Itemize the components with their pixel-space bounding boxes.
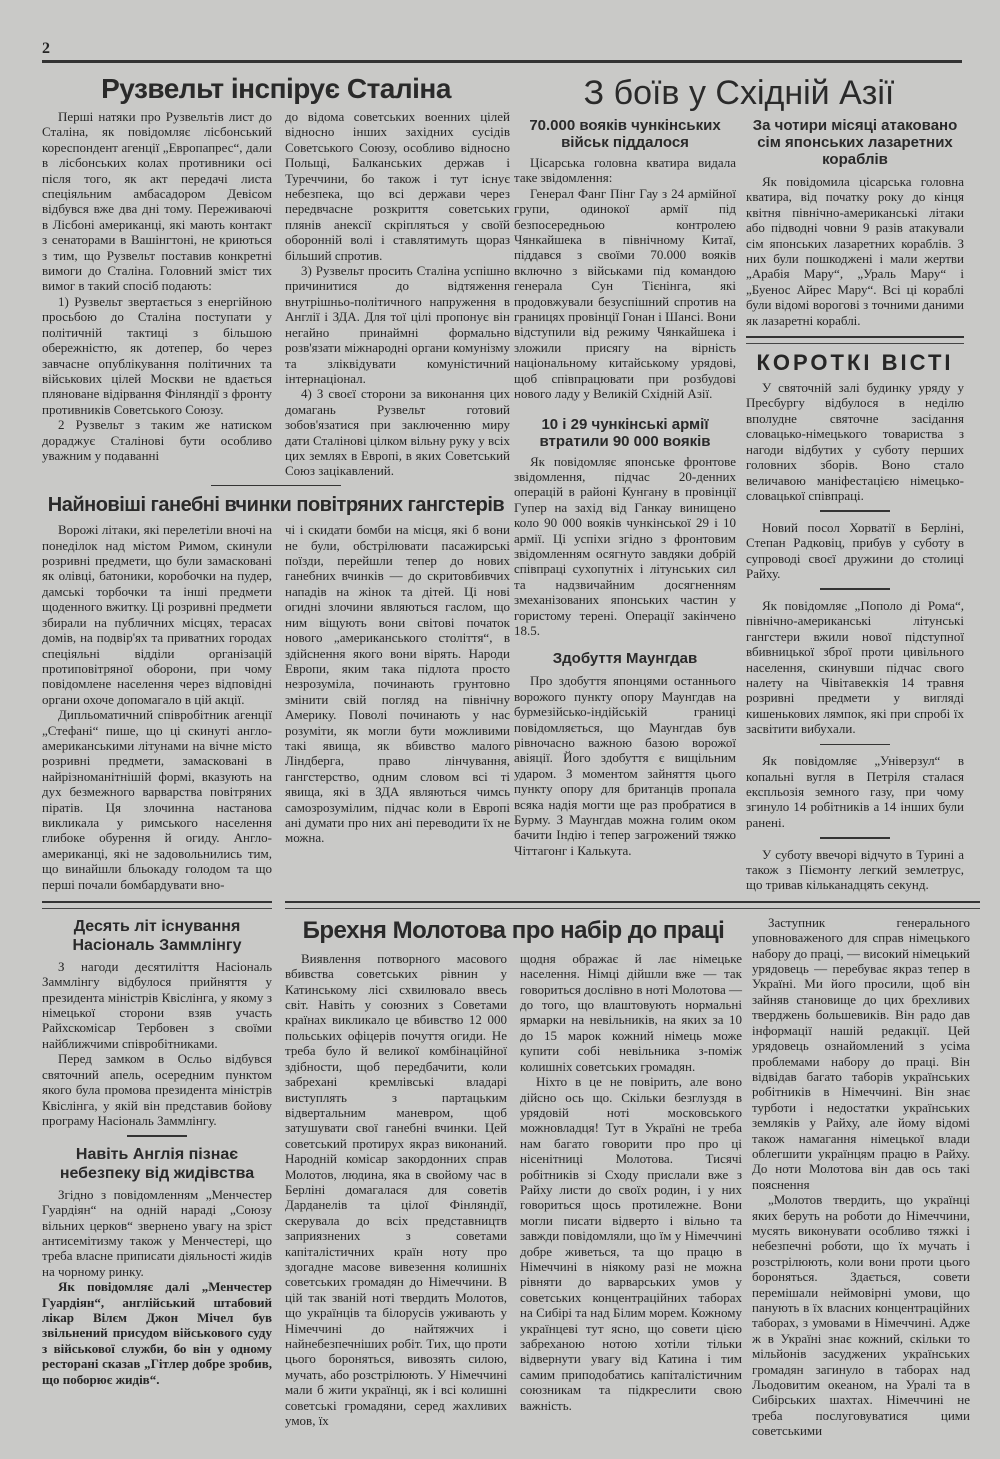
roosevelt-col1 <box>42 109 272 463</box>
news-item: Як повідомляє „Універзул“ в копальні вугля в Петріля сталася експльозія земного газу, при чому згинуло 14 робітників а 14 інших були ранені. <box>746 753 964 830</box>
paragraph: Цісарська головна кватира видала таке звідомлення: <box>514 155 736 186</box>
paragraph: Заступник генерального уповноваженого для справ німецького набору до праці, — високий німецький урядовець — перебуває якраз тепер в Україні. Ми його просили, щоб він зайняв становище до цих брехливих тверджень большевиків. Він радо дав інформації нашій редакції. Цей урядовець ознайомлений з усіма проблемами набору до праці. Він відвідав багато таборів українських робітників в Німеччині. Він знає турботи і недостатки українських земляків у Райху, але йому відомі також намагання німецької влади облегшити українцям працю в Райху. До ноти Молотова він дав ось такі пояснення <box>752 914 970 1192</box>
divider <box>746 336 964 344</box>
paragraph: Дипльоматичний співробітник агенції „Стефані“ пише, що ці скинуті англо-американськими літунами на вічне місто розривні предмети, замасковані в найрізноманітнішій формі, вказують на дух безмежного варварства повітряних піратів. Ця злочинна настанова викликала у римського населення глибоке обурення й огиду. Англо-американці, які не задовольнились тим, що винайшли бльокаду голодом та що перші почали бомбардувати вно- <box>42 707 272 892</box>
paragraph: 2 Рузвельт з таким же натиском дораджує Сталінові бути особливо уважним у подаванні <box>42 417 272 463</box>
header-rule <box>42 60 962 63</box>
roosevelt-col2 <box>285 109 510 479</box>
paragraph: Ніхто в це не повірить, але воно дійсно ось що. Скільки безглуздя в урядовій ноті московського можновладця! Тут в Україні не треба нам багато говорити про про ці нісенітниці Молотова. Тисячі робітників зі Сходу прислали вже з Райху листи до своїх родин, і у них говориться щось протилежне. Вони могли писати відверто і вільно та завжди повідомляли, що їм у Німеччині добре живеться, та що працю в Німеччині в ніякому разі не можна рівняти до варварських умов у советських концентраційних таборах на Сибірі та над Білим морем. Кожному українцеві тут ясно, що совети цією забреханою нотою хотіли тільки відвернути увагу від Катина і тим самим приподобатись капіталістичним союзникам та підкреслити свою важність. <box>520 1074 742 1413</box>
roosevelt-columns <box>42 109 510 479</box>
article-headline: За чотири місяці атаковано сім японських лазаретних кораблів <box>752 117 958 168</box>
right-block <box>514 71 964 893</box>
paragraph: Виявлення потворного масового вбивства советських рівнин у Катинському лісі схвилювало ввесь світ. Навіть у союзних з Советами країнах викликало це вбивство 12 000 польських офіцерів почуття огиди. Не треба було й великої комбінаційної здібности, щоб передбачити, коли забрехані кремлівські владарі виступлять з партацьким відвертальним маневром, щоб затушувати свої ганебні вчинки. Цей советський протирух якраз виконаний. Народній комісар закордонних справ Молотов, людина, яка в свойому час в Берліні домагалася для советів Дарданелів та цілої Фінляндії, скерувала до всіх представництв заприязнених з советами капіталістичних країн ноту про здогадне масове вивезення колишніх советських громадян до Німеччини. В цій так званій ноті твердить Молотов, що українців та білорусів уживають у Німеччині до найтяжчих і найнебезпечніших робіт. Тих, що проти цього бороняться, вивозять силою, мучать, або розстрілюють. У Німеччині мали б жити українці, як і всі колишні советські громадяни, серед жахливих умов, їх <box>285 950 507 1429</box>
east-asia-headline: З боїв у Східній Азії <box>583 74 895 112</box>
paragraph: чі і скидати бомби на місця, які б вони не були, обстрілювати пасажирські поїзди, перейшли тепер до нових ганебних вчинків — до скритовбивчих нападів на жінок та дітей. Ці нові огидні злочини являються гаслом, що ним віщують вони світові початок нового „американського століття“, в здійснення якого вони вірять. Народи Европи, яким така підлота просто незрозуміла, починають грунтовно змінити свій погляд на північну Америку. Поволі починають у нас розуміти, як могли бути можливими такі явища, як вбивство малого Ліндберга, право лінчування, гангстерство, одним словом всі ті явища, які в ЗДА являються чимсь самозрозумілим, підчас коли в Европі ані думати про них ані переводити їх не можна. <box>285 522 510 846</box>
paragraph: З нагоди десятиліття Насіональ Заммлінгу відбулося прийняття у президента міністрів Квіслінга, у якому з німецької сторони взяв участь Райхскомісар Тербовен з своїми найближчими співробітниками. <box>42 958 272 1051</box>
divider <box>820 588 890 590</box>
gangsters-col2 <box>285 522 510 846</box>
article-headline: Десять літ існування Насіональ Заммлінгу <box>72 917 242 954</box>
paragraph: до відома советських военних цілей відносно інших західних сусідів Советського Союзу, особливо відносно Польщі, Балканських держав і Туреччини, бо також і тут існує небезпека, що всі держави через передвчасне розкриття советських плянів анексії скріпляться у своїй оборонній волі і ставлятимуть щораз більший спротив. <box>285 109 510 263</box>
molotov-article <box>285 915 742 1429</box>
article-headline: Здобуття Маунгдав <box>552 650 698 668</box>
molotov-headline: Брехня Молотова про набір до праці <box>302 916 725 944</box>
page-number: 2 <box>42 40 50 57</box>
divider <box>285 901 980 909</box>
paragraph: 4) З своєї сторони за виконання цих домагань Рузвельт готовий зобов'язатися при заключенню миру дати Сталінові цілком вільну руку у всіх цих землях в Европі, в яких Советський Союз зацікавлений. <box>285 386 510 479</box>
divider <box>127 1135 187 1137</box>
paragraph: щодня ображає й лає німецьке населення. Німці дійшли вже — так говориться дослівно в ноті Молотова — до того, що влаштовують нормальні ярмарки на невільників, на яких за 10 до 15 марок кожний німець може купити собі невільника з-поміж колишніх советських громадян. <box>520 950 742 1074</box>
molotov-col1 <box>285 951 507 1429</box>
gangsters-col1 <box>42 522 272 892</box>
paragraph: Як повідомляє японське фронтове звідомлення, підчас 20-денних операцій в районі Кунгану в провінції Гупер на захід від Ганкау винищено коло 90 000 вояків чункінської 29 і 10 армії. Ці успіхи згідно з фронтовим звідомленням осягнуто завдяки добрій співпраці сухопутніх і літунських сил та надзвичайним досягненням змеханізованих японських частин у гористому терені. Операції закінчено 18.5. <box>514 453 736 638</box>
short-news-headline: КОРОТКІ ВІСТІ <box>756 350 954 376</box>
paragraph: Як повідомляє далі „Менчестер Гуардіян“, англійський штабовий лікар Вілєм Джон Мічел був звільнений присудом військового суду з військової служби, бо він у одному ресторані сказав „Гітлер добре зробив, що поборює жидів“. <box>42 1279 272 1387</box>
east-asia-col4 <box>746 117 964 893</box>
paragraph: Перед замком в Осльо відбувся святочний апель, осередним пунктом якого була промова президента міністрів Квіслінга, у якій він представив бойову програму Насіональ Заммлінгу. <box>42 1051 272 1128</box>
top-region <box>42 71 962 893</box>
paragraph: Як повідомила цісарська головна кватира, від початку року до кінця квітня північно-американські літаки або підводні човни 9 разів атакували сім японських лазаретних кораблів. З них були пошкоджені і мали жертви „Арабія Мару“, „Ураль Мару“ і „Буенос Айрес Мару“. Всі ці кораблі були відомі ворогові з точними даними як лазаретні кораблі. <box>746 174 964 328</box>
roosevelt-headline: Рузвельт інспірує Сталіна <box>101 73 451 104</box>
left-block <box>42 71 510 892</box>
article-headline: 70.000 вояків чункінських військ піддалося <box>529 117 721 151</box>
molotov-col2 <box>520 951 742 1413</box>
gangsters-columns <box>42 522 510 892</box>
divider <box>42 901 272 909</box>
article-headline: Навіть Англія пізнає небезпеку від жидівства <box>59 1145 255 1182</box>
paragraph: Перші натяки про Рузвельтів лист до Сталіна, як повідомляє лісбонський кореспондент агенції „Европапрес“, дали в лісбонських колах противники осі після того, як акт передачі листа спеціяльним амбасадором Девісом відбувся вже два дні тому. Переживаючі в Лісбоні американці, які мають контакт з сенаторами в Вашінгтоні, не криються з тим, що Рузвельт поставив конкретні вимоги до Сталіна. Головний зміст тих вимог в такий спосіб подають: <box>42 109 272 294</box>
article-headline: 10 і 29 чункінські армії втратили 90 000 вояків <box>539 415 711 450</box>
paragraph: Про здобуття японцями останнього ворожого пункту опору Маунгдав на бурмезійсько-індійській границі повідомляється, що Маунгдав був рівночасно важною базою ворожої авіяції. Його здобуття є вищільним ударом. З моментом зайняття цього пункту опору для британців пропала всяка надія могти ще раз пробратися в Бурму. З Маунгдав можна голим оком бачити Індію і тепер загрожений тяжко Чіттагонг і Калькута. <box>514 673 736 858</box>
molotov-col3 <box>752 915 970 1439</box>
paragraph: 1) Рузвельт звертається з енергійною просьбою до Сталіна поступати у політичній тактиці з більшою обережністю, як дотепер, бо через завчасне опублікування політичних та військових цілей Москви не вдається пляноване відірвання Фінляндії з фронту противників Советського Союзу. <box>42 293 272 417</box>
divider <box>820 837 890 839</box>
paragraph: 3) Рузвельт просить Сталіна успішно причинитися до відтяження внутрішньо-політичного напруження в Англії і ЗДА. Для тої цілі пропонує він негайно принаймні формально розв'язати міжнародні органи комунізму та зліквідувати комуністичний інтернаціонал. <box>285 263 510 386</box>
divider <box>820 744 890 746</box>
molotov-region <box>285 915 980 1439</box>
news-item: Новий посол Хорватії в Берліні, Степан Радковіц, прибув у суботу в супроводі своєї дружини до столиці Райху. <box>746 519 964 582</box>
paragraph: „Молотов твердить, що українці яких беруть на роботи до Німеччини, мусять виконувати особливо тяжкі і небезпечні роботи, що їх мучать і розстрілюють, коли вони проти цього бороняться. Здається, совети перемішали неймовірні умови, що панують в їх власних концентраційних таборах, з умовами в Німеччині. Адже ж в Україні знає кожний, скільки то мільйонів засуджених українських громадян загинуло в таборах над Льодовитим океаном, на Уралі та в Сибірських шахтах. Німеччині не треба послуговуватися цими советськими <box>752 1192 970 1439</box>
east-asia-col <box>514 117 736 858</box>
molotov-columns <box>285 951 742 1429</box>
paragraph: Ворожі літаки, які перелетіли вночі на понеділок над містом Римом, скинули розривні предмети, що були замасковані як олівці, батоники, коробочки на пудер, дамські торбочки та інші предмети щоденного вжитку. Ці розривні предмети збирали на публичних місцях, терасах домів, на подвір'ях та приватних городах спеціяльні відділи організацій протиповітряної оборони, при чому повідомлене населення через відповідні органи охоче допомагало в цій акції. <box>42 522 272 707</box>
bottom-right-block <box>285 901 980 1439</box>
news-item: У суботу ввечорі відчуто в Турині а також з Піємонту легкий землетрус, що тривав кільканадцять секунд. <box>746 846 964 893</box>
news-item: Як повідомляє „Пополо ді Рома“, північно-американські літунські гангстери вжили нової підступної вбивницької зброї проти цивільного населення, скинувши підчас свого налету на Чівітавеккія 14 травня розривні предмети у вигляді кишенькових лямпок, які при спробі їх засвітити вибухали. <box>746 597 964 737</box>
bottom-left-col <box>42 901 272 1387</box>
paragraph: Генерал Фанг Пінг Гау з 24 армійної групи, одинокої армії під безпосередньою контролею Чянкайшека в північному Китаї, піддався з своїми 70.000 вояків включно з військами під командою генерала Сун Тієнінга, які продовжували безуспішний спротив на границях провінції Гонан і Шансі. Вони відступили від режиму Чянкайшека і зложили присягу на вірність національному китайському урядові, щоб співпрацювати при розбудові нового ладу у Великій Східній Азії. <box>514 185 736 402</box>
divider <box>211 485 341 487</box>
divider <box>820 510 890 512</box>
gangsters-headline: Найновіші ганебні вчинки повітряних гангстерів <box>47 494 505 517</box>
bottom-region <box>42 901 970 1439</box>
news-item: У святочній залі будинку уряду у Пресбургу відбулося в неділю вполудне святочне засідання словацько-німецького товариства з нагоди відбутих у суботу перших головних зборів. Воно стало величавою маніфестацією німецько-словацької співпраці. <box>746 380 964 503</box>
paragraph: Згідно з повідомленням „Менчестер Гуардіян“ на одній нараді „Союзу вільних церков“ звернено увагу на зріст антисемітизму також у Менчестері, що треба власне приписати діяльності жидів на чорному ринку. <box>42 1186 272 1279</box>
east-asia-columns <box>514 117 964 893</box>
